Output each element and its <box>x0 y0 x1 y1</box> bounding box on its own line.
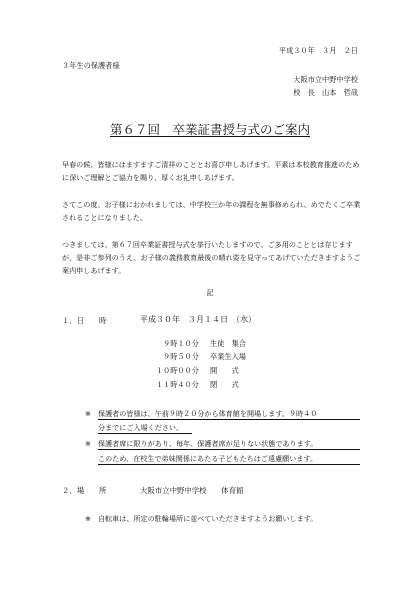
sender-school: 大阪市立中野中学校 <box>293 75 358 84</box>
schedule-time: ９時５０分 <box>163 352 199 361</box>
schedule-event: 開 式 <box>210 366 239 375</box>
note-underline <box>98 419 360 420</box>
schedule-time: ９時１０分 <box>163 339 199 348</box>
schedule-time: １０時００分 <box>155 366 199 375</box>
sender-principal: 校 長 山本 哲哉 <box>293 88 358 97</box>
ki-heading: 記 <box>206 288 214 297</box>
document-title <box>0 124 420 137</box>
note-underline <box>98 433 192 434</box>
recipient-line: ３年生の保護者様 <box>62 61 120 70</box>
note-mark: ※ <box>85 409 91 418</box>
note-mark: ※ <box>85 439 91 448</box>
venue-value: 大阪市立中野中学校 体育館 <box>140 486 244 495</box>
greeting-paragraph: 早春の候、皆様にはますますご清祥のこととお喜び申しあげます。平素は本校教育推進のために深いご理解とご協力を賜り、厚くお礼申しあげます。 <box>62 160 360 182</box>
note-underline <box>98 449 360 450</box>
note-text-line: 分までにご入場ください。 <box>98 423 184 432</box>
note-text-line: 保護者席に限りがあり、毎年、保護者席が足りない状態であります。 <box>98 439 318 448</box>
schedule-event: 卒業生入場 <box>210 352 246 361</box>
document-date: 平成３０年 ３月 ２日 <box>278 46 358 55</box>
schedule-event: 生徒 集合 <box>210 339 246 348</box>
announcement-paragraph: さてこの度、お子様におかれましては、中学校三か年の課程を無事修められ、めでたくご卒業されることになりました。 <box>62 200 361 222</box>
datetime-value: 平成３０年 ３月１４日 （水） <box>140 315 256 324</box>
note-text-line: 保護者の皆様は、午前９時２０分から体育館を開場します。９時４０ <box>98 409 318 418</box>
note-underline <box>98 464 360 465</box>
note-mark: ※ <box>85 514 91 523</box>
invitation-paragraph: つきましては、第６７回卒業証書授与式を挙行いたしますので、ご多用のこととは存じますが、是非ご参列のうえ、お子様の義務教育最後の晴れ姿を見守ってあげていただきますようご案内申しあげます。 <box>62 240 361 275</box>
note-text-line: このため、在校生で弟妹関係にあたる子どもたちはご遠慮願います。 <box>98 454 318 463</box>
document-title-text: 第６７回 卒業証書授与式のご案内 <box>109 122 310 137</box>
schedule-time: １１時４０分 <box>155 380 199 389</box>
bicycle-note: 自転車は、所定の駐輪場所に並べていただきますようお願いします。 <box>98 514 318 523</box>
schedule-event: 閉 式 <box>210 380 239 389</box>
datetime-label: １．日 時 <box>62 316 107 325</box>
venue-label: ２．場 所 <box>62 486 107 495</box>
